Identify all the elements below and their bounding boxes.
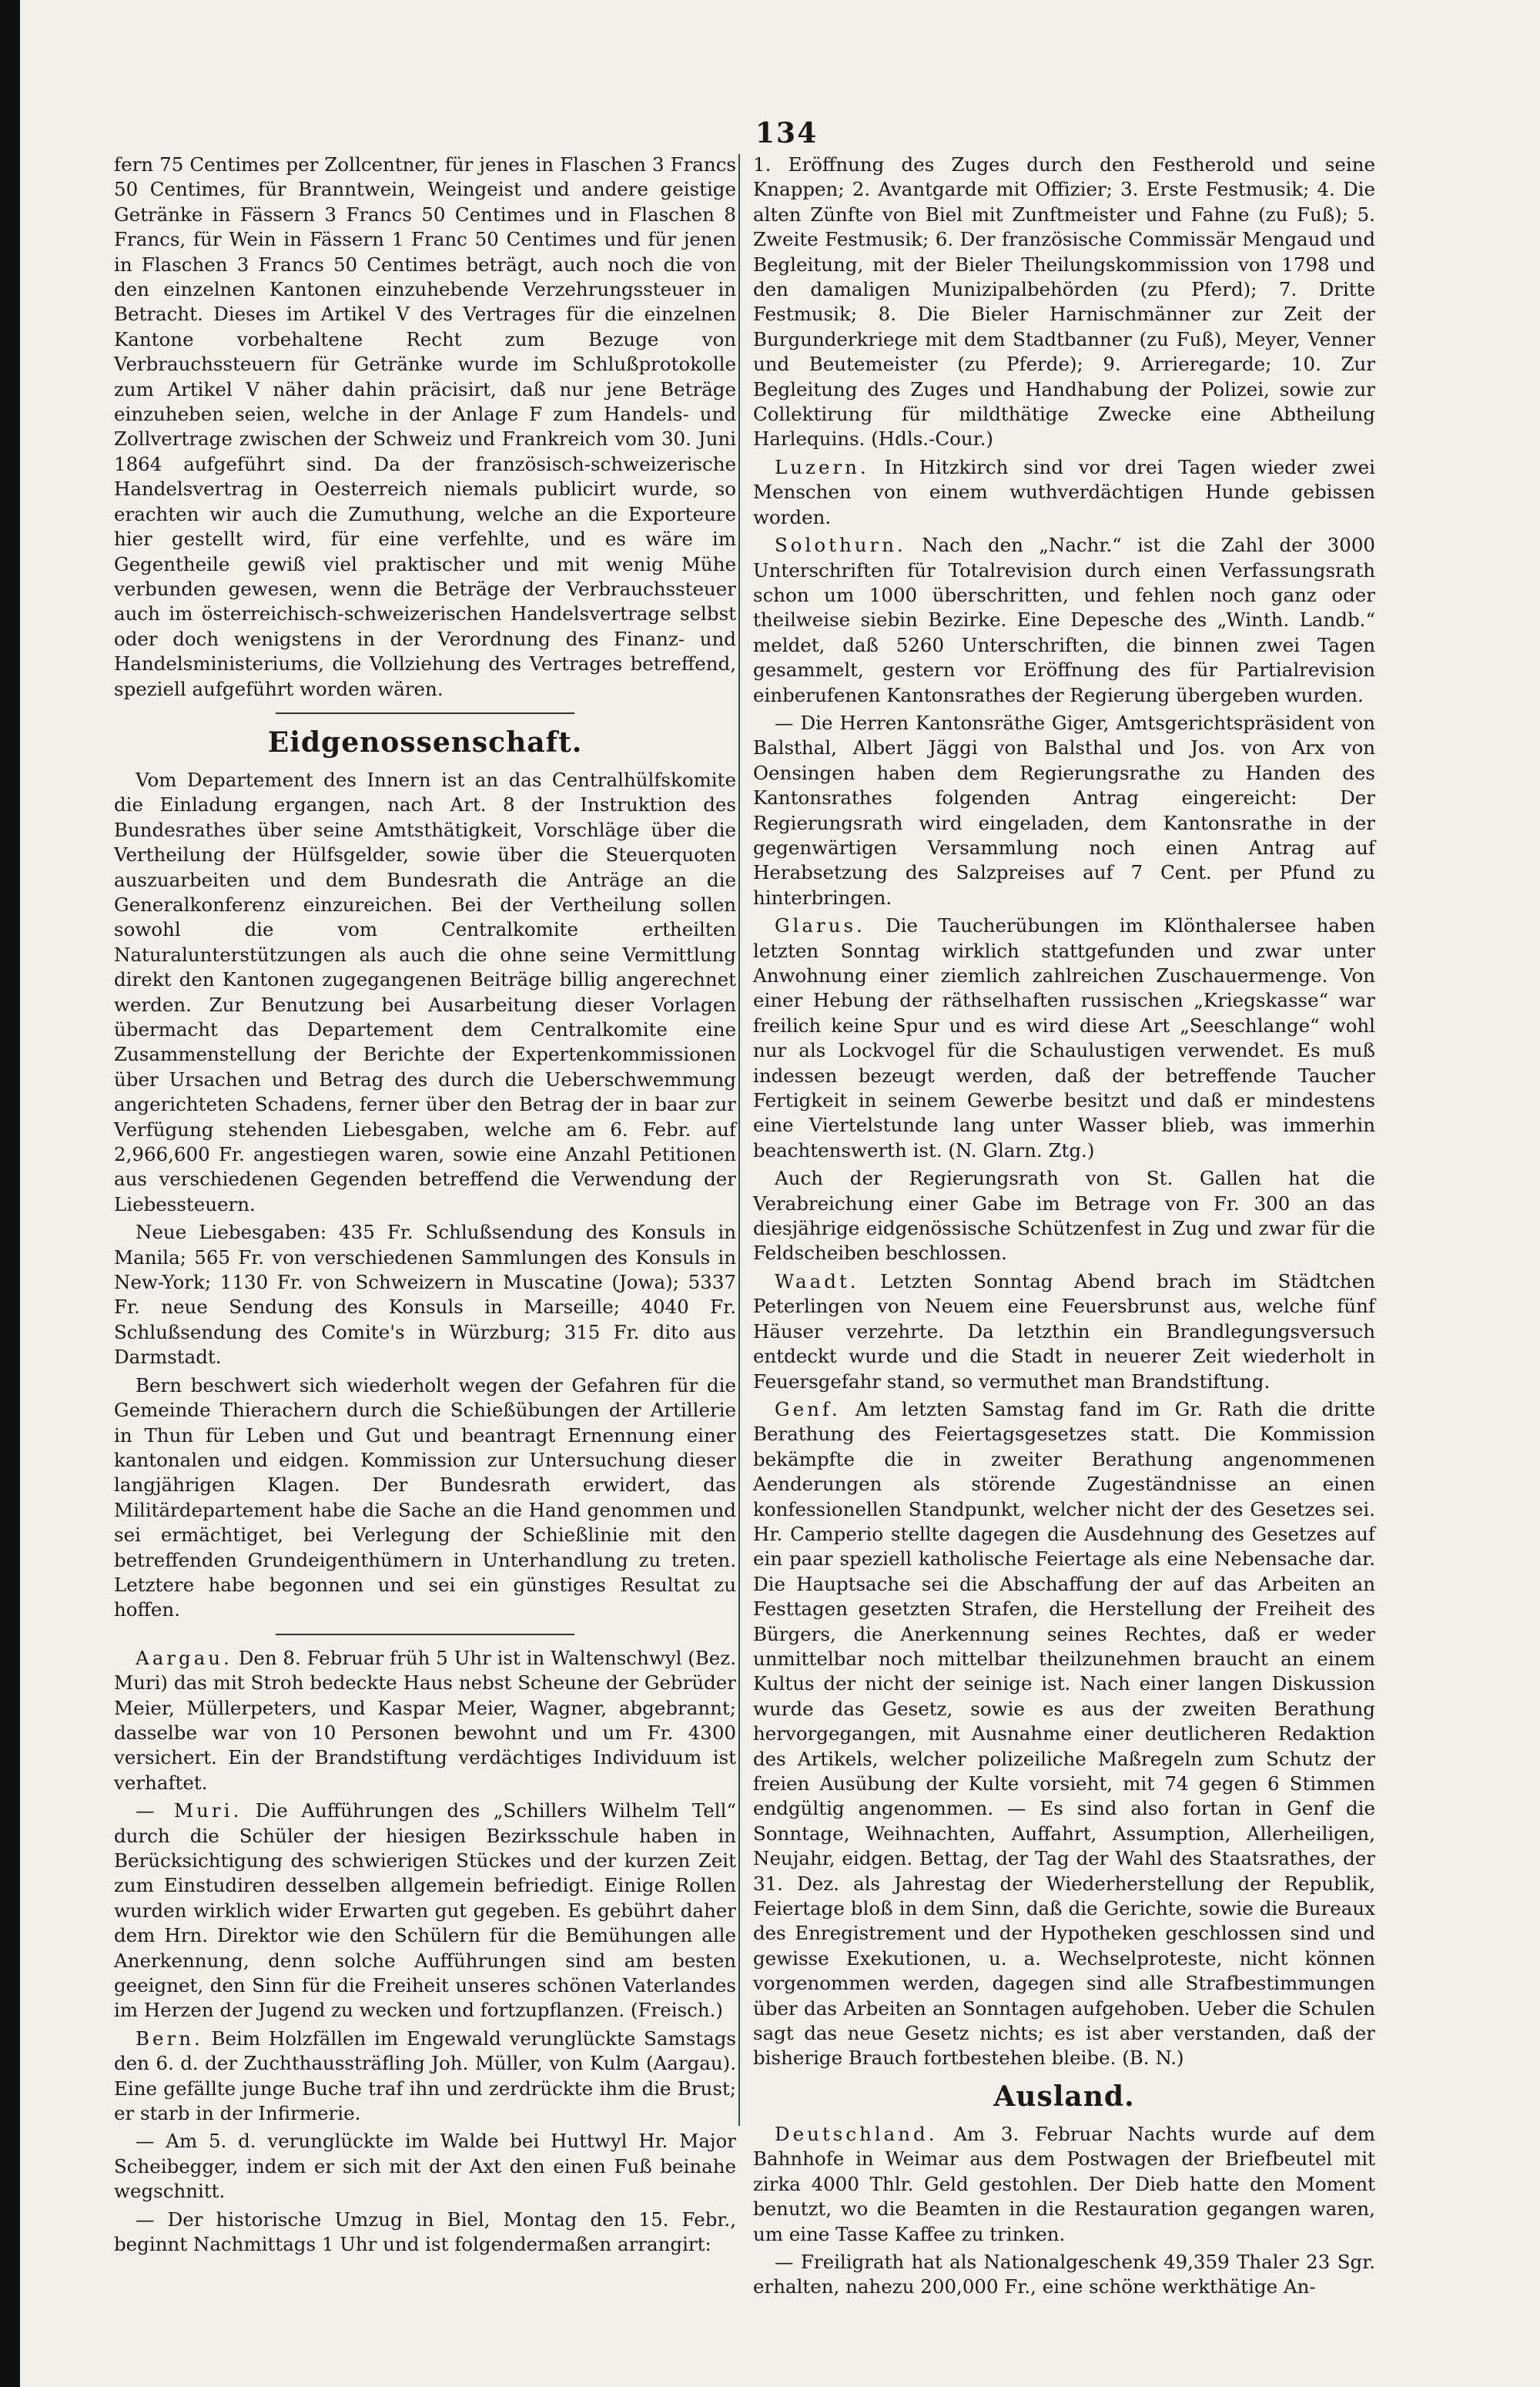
place-name: Luzern. (775, 455, 869, 478)
place-name: Bern. (136, 2027, 203, 2050)
article-body: Die Taucherübungen im Klönthalersee haben letzten Sonntag wirklich stattgefunden und zwar unter Anwohnung einer ziemlich zahlreichen Zuschauermenge. Von einer Hebung der räthselhaften russischen „Kriegskasse“ war freilich keine Spur und es wird diese Art „Seeschlange“ wohl nur als Lockvogel für die Schaulustigen verwendet. Es muß indessen bezeugt werden, daß der betreffende Taucher Fertigkeit in seinem Gewerbe besitzt und daß er mindestens eine Viertelstunde lang unter Wasser blieb, was immerhin beachtenswerth ist. (N. Glarn. Ztg.) (753, 914, 1375, 1162)
article-text: — Der historische Umzug in Biel, Montag den 15. Febr., beginnt Nachmittags 1 Uhr und ist folgendermaßen arrangirt: (114, 2208, 736, 2256)
article-text: Neue Liebesgaben: 435 Fr. Schlußsendung des Konsuls in Manila; 565 Fr. von verschiedenen Sammlungen des Konsuls in New-York; 1130 Fr. von Schweizern in Muscatine (Jowa); 5337 Fr. neue Sendung des Konsuls in Marseille; 4040 Fr. Schlußsendung des Comite's in Würzburg; 315 Fr. dito aus Darmstadt. (114, 1221, 736, 1369)
section-heading-eidgenossenschaft: Eidgenossenschaft. (267, 726, 583, 759)
article-text (753, 533, 1375, 708)
place-name: Deutschland. (775, 2122, 938, 2145)
divider (276, 1634, 574, 1635)
article-body: Den 8. Februar früh 5 Uhr ist in Waltenschwyl (Bez. Muri) das mit Stroh bedeckte Haus nebst Scheune der Gebrüder Meier, Müllerpeters, und Kaspar Meier, Wagner, abgebrannt; dasselbe war von 10 Personen bewohnt und um Fr. 4300 versichert. Ein der Brandstiftung verdächtiges Individuum ist verhaftet. (114, 1646, 736, 1794)
article-text (753, 914, 1375, 1163)
left-column (114, 153, 736, 2261)
article-text: Bern beschwert sich wiederholt wegen der Gefahren für die Gemeinde Thierachern durch die Schießübungen der Artillerie in Thun für Leben und Gut und beantragt Ernennung einer kantonalen und eidgen. Kommission zur Untersuchung dieser langjährigen Klagen. Der Bundesrath erwidert, das Militärdepartement habe die Sache an die Hand genommen und sei ermächtiget, bei Verlegung der Schießlinie mit den betreffenden Grundeigenthümern in Unterhandlung zu treten. Letztere habe begonnen und sei ein günstiges Resultat zu hoffen. (114, 1373, 736, 1621)
place-name: Waadt. (775, 1269, 859, 1292)
article-text (114, 1799, 736, 2023)
article-body: Nach den „Nachr.“ ist die Zahl der 3000 Unterschriften für Totalrevision durch einen Verfassungsrath schon um 1000 überschritten, und fehlen noch ganz oder theilweise siebin Bezirke. Eine Depesche des „Winth. Landb.“ meldet, daß 5260 Unterschriften, die binnen zwei Tagen gesammelt, gestern vor Eröffnung des für Partialrevision einberufenen Kantonsrathes der Regierung übergeben wurden. (753, 534, 1375, 706)
article-text: fern 75 Centimes per Zollcentner, für jenes in Flaschen 3 Francs 50 Centimes, für Branntwein, Weingeist und andere geistige Getränke in Fässern 3 Francs 50 Centimes und in Flaschen 8 Francs, für Wein in Fässern 1 Franc 50 Centimes und für jenen in Flaschen 3 Francs 50 Centimes beträgt, auch noch die von den einzelnen Kantonen einzuhebende Verzehrungssteuer in Betracht. Dieses im Artikel V des Vertrages für die einzelnen Kantone vorbehaltene Recht zum Bezuge von Verbrauchssteuern für Getränke wurde im Schlußprotokolle zum Artikel V näher dahin präcisirt, daß nur jene Beträge einzuheben seien, welche in der Anlage F zum Handels- und Zollvertrage zwischen der Schweiz und Frankreich vom 30. Juni 1864 aufgeführt sind. Da der französisch-schweizerische Handelsvertrag in Oesterreich niemals publicirt wurde, so erachten wir auch die Zumuthung, welche an die Exporteure hier gestellt wird, für eine verfehlte, und es wäre im Gegentheile gewiß viel praktischer und mit wenig Mühe verbunden gewesen, wenn die Beträge der Verbrauchssteuer auch im österreichisch-schweizerischen Handelsvertrage selbst oder doch wenigstens in der Verordnung des Finanz- und Handelsministeriums, die Vollziehung des Vertrages betreffend, speziell aufgeführt worden wären. (114, 153, 736, 700)
page-number: 134 (755, 117, 819, 149)
place-name: Genf. (775, 1397, 841, 1420)
right-column (753, 153, 1375, 2303)
article-text (114, 2027, 736, 2127)
place-name: Aargau. (136, 1646, 233, 1669)
article-text (753, 1269, 1375, 1394)
column-rule (738, 154, 740, 2126)
article-text: Auch der Regierungsrath von St. Gallen hat die Verabreichung einer Gabe im Betrage von Fr. 300 an das diesjährige eidgenössische Schützenfest in Zug und zwar für die Feldscheiben beschlossen. (753, 1167, 1375, 1265)
article-text (753, 1397, 1375, 2071)
scanner-edge (0, 0, 20, 2387)
article-body: Am 3. Februar Nachts wurde auf dem Bahnhofe in Weimar aus dem Postwagen der Briefbeutel mit zirka 4000 Thlr. Geld gestohlen. Der Dieb hatte den Moment benutzt, wo die Beamten in die Restauration gegangen waren, um eine Tasse Kaffee zu trinken. (753, 2122, 1375, 2245)
article-text: Vom Departement des Innern ist an das Centralhülfskomite die Einladung ergangen, nach Art. 8 der Instruktion des Bundesrathes über seine Amtsthätigkeit, Vorschläge über die Vertheilung der Hülfsgelder, sowie über die Steuerquoten auszuarbeiten und dem Bundesrath die Anträge an die Generalkonferenz einzureichen. Bei der Vertheilung sollen sowohl die vom Centralkomite ertheilten Naturalunterstützungen als auch die ohne seine Vermittlung direkt den Kantonen zugegangenen Beiträge billig angerechnet werden. Zur Benutzung bei Ausarbeitung dieser Vorlagen übermacht das Departement dem Centralkomite eine Zusammenstellung der Berichte der Expertenkommissionen über Ursachen und Betrag des durch die Ueberschwemmung angerichteten Schadens, ferner über den Betrag der in baar zur Verfügung stehenden Liebesgaben, welche am 6. Febr. auf 2,966,600 Fr. angestiegen waren, sowie eine Anzahl Petitionen aus verschiedenen Gegenden betreffend die Verwendung der Liebessteuern. (114, 768, 736, 1215)
article-text (753, 455, 1375, 530)
article-body: Letzten Sonntag Abend brach im Städtchen Peterlingen von Neuem eine Feuersbrunst aus, welche fünf Häuser verzehrte. Da letzthin ein Brandlegungsversuch entdeckt wurde und die Stadt in neuerer Zeit wiederholt in Feuersgefahr stand, so vermuthet man Brandstiftung. (753, 1269, 1375, 1393)
divider (276, 712, 574, 714)
article-text: 1. Eröffnung des Zuges durch den Festherold und seine Knappen; 2. Avantgarde mit Offizier; 3. Erste Festmusik; 4. Die alten Zünfte von Biel mit Zunftmeister und Fahne (zu Fuß); 5. Zweite Festmusik; 6. Der französische Commissär Mengaud und Begleitung, mit der Bieler Theilungskommission von 1798 und den damaligen Munizipalbehörden (zu Pferd); 7. Dritte Festmusik; 8. Die Bieler Harnischmänner zur Zeit der Burgunderkriege mit dem Stadtbanner (zu Fuß), Meyer, Venner und Beutemeister (zu Pferde); 9. Arrieregarde; 10. Zur Begleitung des Zuges und Handhabung der Polizei, sowie zur Collektirung für mildthätige Zwecke eine Abtheilung Harlequins. (Hdls.-Cour.) (753, 153, 1375, 451)
article-text (114, 1646, 736, 1795)
article-body: Beim Holzfällen im Engewald verunglückte Samstags den 6. d. der Zuchthaussträfling Joh. Müller, von Kulm (Aargau). Eine gefällte junge Buche traf ihn und zerdrückte ihm die Brust; er starb in der Infirmerie. (114, 2027, 736, 2125)
article-body: In Hitzkirch sind vor drei Tagen wieder zwei Menschen von einem wuthverdächtigen Hunde gebissen worden. (753, 455, 1375, 528)
newspaper-page (20, 0, 1540, 2387)
article-text (753, 2122, 1375, 2247)
section-heading-ausland: Ausland. (993, 2080, 1135, 2113)
place-name: — Muri. (136, 1799, 243, 1822)
article-body: Die Aufführungen des „Schillers Wilhelm Tell“ durch die Schüler der hiesigen Bezirksschule haben in Berücksichtigung des schwierigen Stückes und der kurzen Zeit zum Einstudiren desselben allgemein befriedigt. Einige Rollen wurden wirklich wider Erwarten gut gegeben. Es gebührt daher dem Hrn. Direktor wie den Schülern für die Bemühungen alle Anerkennung, denn solche Aufführungen sind am besten geeignet, den Sinn für die Freiheit unseres schönen Vaterlandes im Herzen der Jugend zu wecken und fortzupflanzen. (Freisch.) (114, 1799, 736, 2022)
article-body: Am letzten Samstag fand im Gr. Rath die dritte Berathung des Feiertagsgesetzes statt. Die Kommission bekämpfte die in zweiter Berathung angenommenen Aenderungen als störende Zugeständnisse an einen konfessionellen Standpunkt, welcher nicht der des Gesetzes sei. Hr. Camperio stellte dagegen die Ausdehnung des Gesetzes auf ein paar speziell katholische Feiertage als eine Nebensache dar. Die Hauptsache sei die Abschaffung der auf das Arbeiten an Festtagen gesetzten Strafen, die Herstellung der Freiheit des Bürgers, die Anerkennung seines Rechtes, daß er weder unmittelbar noch mittelbar theilzunehmen braucht an einem Kultus der nicht der seinige ist. Nach einer langen Diskussion wurde das Gesetz, sowie es aus der zweiten Berathung hervorgegangen, mit Ausnahme einer deutlicheren Redaktion des Artikels, welcher polizeiliche Maßregeln zum Schutz der freien Ausübung der Kulte vorsieht, mit 74 gegen 6 Stimmen endgültig angenommen. — Es sind also fortan in Genf die Sonntage, Weihnachten, Auffahrt, Assumption, Allerheiligen, Neujahr, eidgen. Bettag, der Tag der Wahl des Staatsrathes, der 31. Dez. als Jahrestag der Wiederherstellung der Republik, Feiertage bloß in dem Sinn, daß die Gerichte, sowie die Bureaux des Enregistrement und der Hypotheken geschlossen sind und gewisse Exekutionen, u. a. Wechselproteste, nicht können vorgenommen werden, dagegen sind alle Strafbestimmungen über das Arbeiten an Sonntagen aufgehoben. Ueber die Schulen sagt das neue Gesetz nichts; es ist aber verstanden, daß der bisherige Brauch fortbestehen bleibe. (B. N.) (753, 1397, 1375, 2070)
place-name: Solothurn. (775, 534, 906, 557)
article-text: — Freiligrath hat als Nationalgeschenk 49,359 Thaler 23 Sgr. erhalten, nahezu 200,000 Fr., eine schöne werkthätige An- (753, 2250, 1375, 2298)
article-text: — Die Herren Kantonsräthe Giger, Amtsgerichtspräsident von Balsthal, Albert Jäggi von Balsthal und Jos. von Arx von Oensingen haben dem Regierungsrathe zu Handen des Kantonsrathes folgenden Antrag eingereicht: Der Regierungsrath wird eingeladen, dem Kantonsrathe in der gegenwärtigen Versammlung noch einen Antrag auf Herabsetzung des Salzpreises auf 7 Cent. per Pfund zu hinterbringen. (753, 711, 1375, 909)
place-name: Glarus. (775, 914, 865, 937)
article-text: — Am 5. d. verunglückte im Walde bei Huttwyl Hr. Major Scheibegger, indem er sich mit der Axt den einen Fuß beinahe wegschnitt. (114, 2130, 736, 2203)
